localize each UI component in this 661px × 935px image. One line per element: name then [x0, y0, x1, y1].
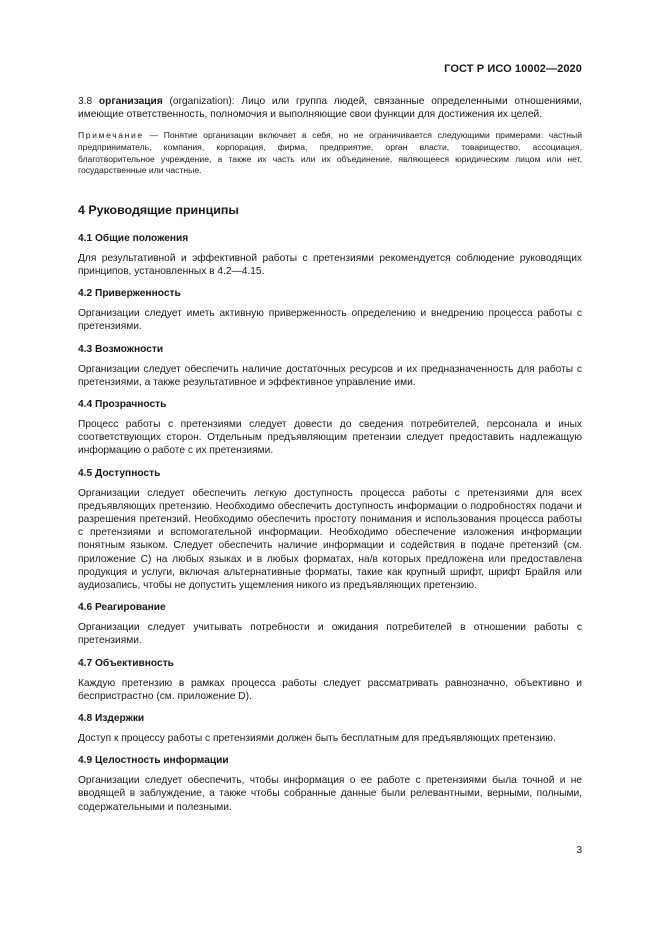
definition-term: организация — [98, 96, 163, 107]
standard-header: ГОСТ Р ИСО 10002—2020 — [444, 63, 582, 75]
subsection-text: Организации следует иметь активную приверженность определению и внедрению процесса работы с претензиями. — [78, 308, 582, 333]
subsection-text: Доступ к процессу работы с претензиями должен быть бесплатным для предъявляющих претензию. — [78, 733, 556, 745]
subsection-title: 4.7 Объективность — [78, 657, 174, 669]
subsection-title: 4.8 Издержки — [78, 713, 145, 725]
note-label: Примечание — [78, 130, 144, 141]
section-title: 4 Руководящие принципы — [78, 202, 239, 217]
definition-number: 3.8 — [78, 96, 93, 107]
note-text: — Понятие организации включает в себя, но не ограничивается следующими примерами: частный предприниматель, компания, корпорация, фирма, предприятие, орган власти, товарищество, ассоциация, благотворительное учреждение, а также их часть или их объединение, являющееся юридическим лицом или нет, государственные или частные. — [78, 130, 582, 176]
subsection-title: 4.9 Целостность информации — [78, 755, 229, 767]
subsection-text: Организации следует обеспечить наличие достаточных ресурсов и их предназначенность для работы с претензиями, а также результативное и эффективное управление ими. — [78, 363, 582, 388]
subsection-title: 4.4 Прозрачность — [78, 399, 167, 410]
subsection-text: Организации следует учитывать потребности и ожидания потребителей в отношении работы с претензиями. — [78, 622, 582, 647]
page-number: 3 — [576, 845, 582, 856]
subsection-text: Для результативной и эффективной работы с претензиями рекомендуется соблюдение руководящих принципов, установленных в 4.2—4.15. — [78, 252, 582, 277]
subsection-text: Каждую претензию в рамках процесса работы следует рассматривать равнозначно, объективно и беспристрастно (см. приложение D). — [78, 677, 582, 702]
subsection-list — [78, 233, 582, 814]
page-content — [78, 95, 582, 814]
subsection-title: 4.6 Реагирование — [78, 602, 166, 614]
subsection-title: 4.3 Возможности — [78, 343, 164, 355]
subsection-text: Организации следует обеспечить, чтобы информация о ее работе с претензиями была точной и не вводящей в заблуждение, а также чтобы собранные данные были релевантными, верными, полными, содержательными и полезными. — [78, 775, 582, 813]
definition-text: Лицо или группа людей, связанные определенными отношениями, имеющие ответственность, полномочия и выполняющие свои функции для достижения их целей. — [78, 96, 582, 121]
definition-paragraph — [78, 95, 582, 121]
definition-term-en: (organization): — [169, 96, 235, 107]
subsection-text: Организации следует обеспечить легкую доступность процесса работы с претензиями для всех предъявляющих претензию. Необходимо обеспечить доступность информации о подробностях подачи и разрешения претензий. Необходимо обеспечить простоту понимания и использования процесса работы с претензиями и вспомогательной информации. Необходимо обеспечение изложения информации понятным языком. Следует обеспечить наличие информации и содействия в подаче претензий (см. приложение С) на любых языках и в любых форматах, на/в которых предложена или предоставлена продукция и услуги, включая альтернативные форматы, такие как крупный шрифт, шрифт Брайля или аудиозапись, чтобы не допустить ущемления никого из предъявляющих претензию. — [78, 487, 582, 592]
subsection-text: Процесс работы с претензиями следует довести до сведения потребителей, персонала и иных соответствующих сторон. Отдельным предъявляющим претензии следует предоставить надлежащую информацию о работе с их претензиями. — [78, 419, 582, 457]
subsection-title: 4.1 Общие положения — [78, 232, 189, 244]
subsection-title: 4.5 Доступность — [78, 467, 161, 479]
definition-note — [78, 130, 582, 176]
subsection-title: 4.2 Приверженность — [78, 288, 181, 300]
